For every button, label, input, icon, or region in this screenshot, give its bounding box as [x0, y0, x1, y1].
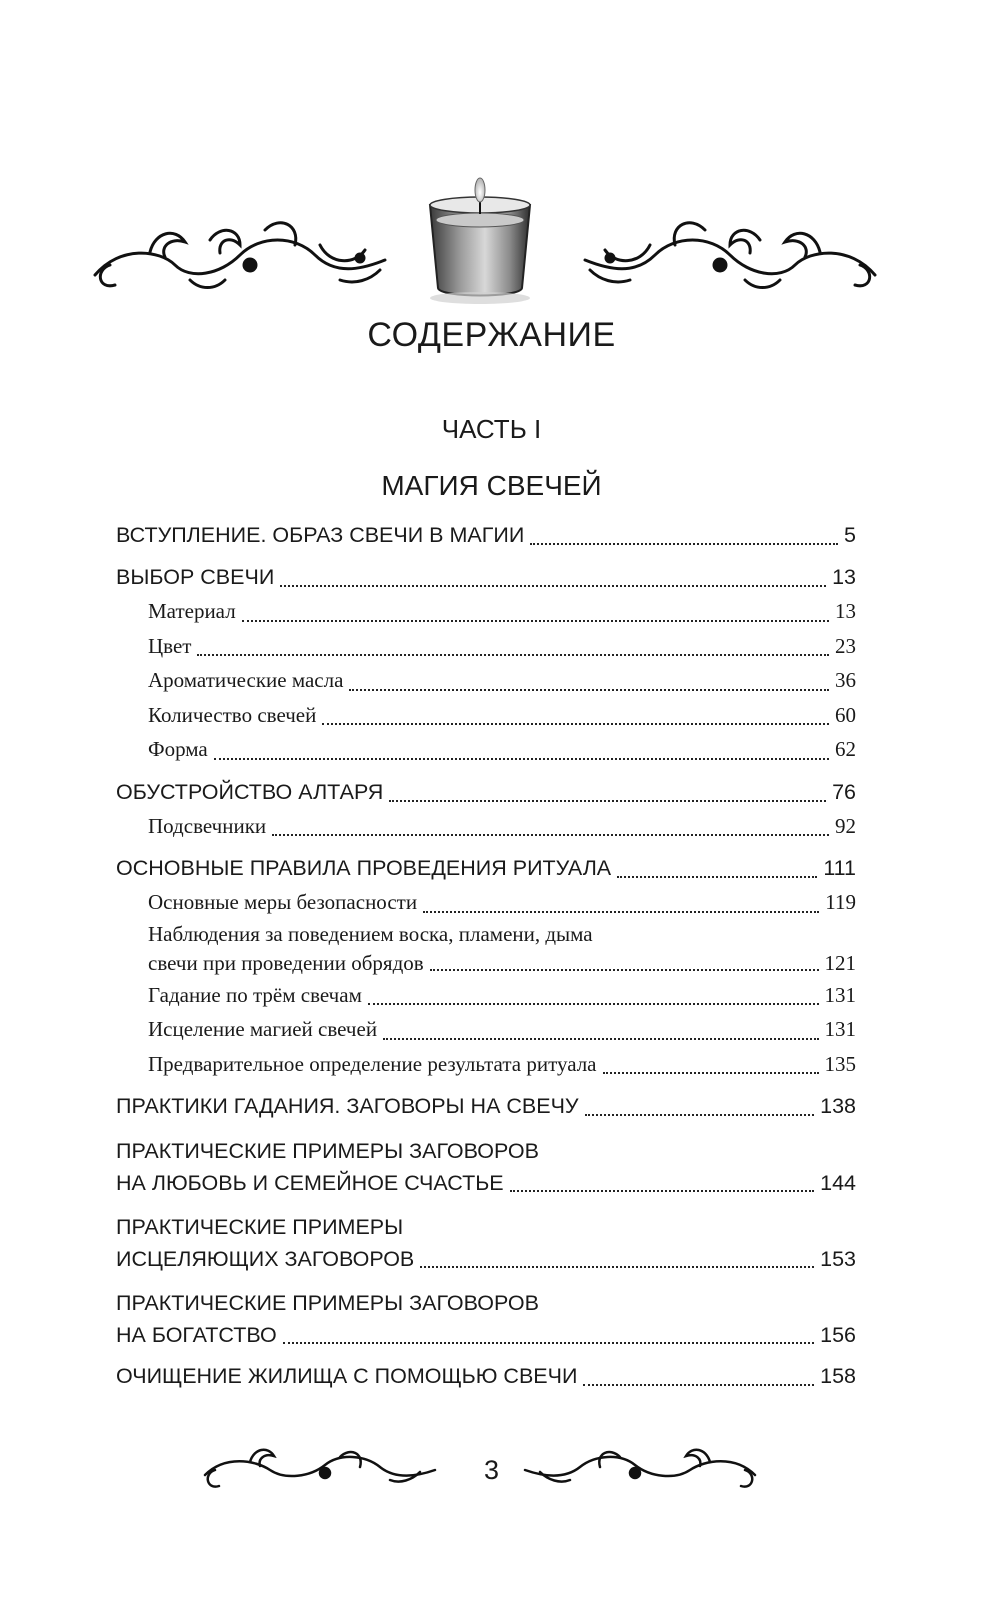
toc-entry-heal-spells[interactable] [116, 1243, 856, 1275]
toc-entry-holders[interactable] [116, 809, 856, 844]
toc-page: 119 [825, 890, 856, 914]
dot-leader [283, 1341, 814, 1344]
toc-entry-count[interactable] [116, 698, 856, 733]
toc-entry-observe-line1[interactable]: Наблюдения за поведением воска, пламени, дыма [148, 921, 593, 946]
dot-leader [420, 1265, 814, 1268]
toc-page: 111 [823, 856, 856, 880]
right-flourish-icon [585, 223, 875, 288]
top-ornament [90, 170, 880, 320]
toc-title: Ароматические масла [148, 668, 344, 692]
dot-leader [423, 910, 819, 913]
toc-page: 36 [835, 668, 856, 692]
toc-page: 144 [820, 1171, 856, 1195]
toc-page: 76 [832, 779, 856, 804]
dot-leader [617, 875, 817, 878]
toc-title: ПРАКТИКИ ГАДАНИЯ. ЗАГОВОРЫ НА СВЕЧУ [116, 1094, 579, 1118]
toc-page: 62 [835, 737, 856, 761]
toc-page: 5 [844, 523, 856, 547]
toc-entry-material[interactable] [116, 594, 856, 629]
toc-page: 13 [832, 565, 856, 589]
toc-page: 138 [820, 1094, 856, 1118]
toc-title: ОСНОВНЫЕ ПРАВИЛА ПРОВЕДЕНИЯ РИТУАЛА [116, 856, 612, 880]
toc-entry-oils[interactable] [116, 663, 856, 698]
toc-entry-wealth-line1[interactable]: ПРАКТИЧЕСКИЕ ПРИМЕРЫ ЗАГОВОРОВ [116, 1291, 539, 1315]
toc-title: Материал [148, 599, 236, 623]
toc-entry-choice[interactable] [116, 560, 856, 594]
toc-page: 131 [824, 982, 856, 1007]
dot-leader [272, 833, 829, 836]
toc-title: Предварительное определение результата ритуала [148, 1051, 597, 1076]
toc-entry-intro[interactable] [116, 518, 856, 552]
dot-leader [530, 542, 838, 545]
part-title: МАГИЯ СВЕЧЕЙ [381, 470, 602, 501]
toc-entry-color[interactable] [116, 629, 856, 664]
toc-entry-healing[interactable] [116, 1012, 856, 1047]
toc-title: ВСТУПЛЕНИЕ. ОБРАЗ СВЕЧИ В МАГИИ [116, 523, 525, 547]
toc-title: Основные меры безопасности [148, 890, 418, 914]
toc-page: 156 [820, 1323, 856, 1347]
toc-entry-safety[interactable] [116, 885, 856, 920]
dot-leader [583, 1383, 814, 1386]
left-flourish-icon [95, 223, 385, 288]
toc-title: ВЫБОР СВЕЧИ [116, 565, 275, 589]
dot-leader [383, 1037, 818, 1040]
candle-glass-icon [430, 178, 530, 304]
toc-title: Цвет [148, 633, 192, 658]
dot-leader [430, 968, 819, 971]
toc-title: НА БОГАТСТВО [116, 1323, 277, 1347]
dot-leader [197, 653, 829, 656]
toc-page: 131 [824, 1017, 856, 1041]
toc-title: НА ЛЮБОВЬ И СЕМЕЙНОЕ СЧАСТЬЕ [116, 1171, 504, 1195]
toc-page: 60 [835, 702, 856, 727]
toc-entry-heal-spells-line1[interactable]: ПРАКТИЧЕСКИЕ ПРИМЕРЫ [116, 1215, 404, 1239]
toc-title: Количество свечей [148, 702, 317, 727]
toc-entry-form[interactable] [116, 732, 856, 767]
part-label: ЧАСТЬ I [441, 414, 542, 444]
toc-entry-observe[interactable] [116, 948, 856, 978]
dot-leader [322, 722, 829, 725]
dot-leader [349, 688, 829, 691]
toc-title: ИСЦЕЛЯЮЩИХ ЗАГОВОРОВ [116, 1247, 415, 1271]
toc-page: 13 [835, 599, 856, 623]
toc-entry-prelim[interactable] [116, 1047, 856, 1082]
toc-entry-cleansing[interactable] [116, 1359, 856, 1393]
toc-entry-love[interactable] [116, 1167, 856, 1199]
toc-page: 158 [820, 1364, 856, 1388]
toc-title: ОБУСТРОЙСТВО АЛТАРЯ [116, 779, 384, 804]
toc-entry-divination[interactable] [116, 1089, 856, 1123]
dot-leader [510, 1189, 814, 1192]
dot-leader [389, 799, 826, 802]
toc-title: Гадание по трём свечам [148, 982, 362, 1007]
table-of-contents [116, 518, 856, 1393]
toc-entry-rules[interactable] [116, 851, 856, 885]
toc-title: ОЧИЩЕНИЕ ЖИЛИЩА С ПОМОЩЬЮ СВЕЧИ [116, 1364, 578, 1388]
toc-entry-altar[interactable] [116, 775, 856, 809]
toc-page: 135 [824, 1051, 856, 1076]
toc-page: 23 [835, 633, 856, 658]
toc-entry-love-line1[interactable]: ПРАКТИЧЕСКИЕ ПРИМЕРЫ ЗАГОВОРОВ [116, 1139, 539, 1163]
dot-leader [214, 757, 829, 760]
toc-title: Подсвечники [148, 813, 267, 838]
dot-leader [242, 619, 829, 622]
toc-title: Форма [148, 737, 208, 761]
dot-leader [603, 1071, 819, 1074]
dot-leader [280, 584, 826, 587]
toc-entry-wealth[interactable] [116, 1319, 856, 1351]
toc-page: 153 [820, 1247, 856, 1271]
toc-title: Исцеление магией свечей [148, 1017, 378, 1041]
toc-title: свечи при проведении обрядов [148, 950, 424, 975]
toc-page: 92 [835, 813, 856, 838]
page-title: СОДЕРЖАНИЕ [367, 316, 616, 354]
toc-page: 121 [824, 950, 856, 975]
toc-entry-three-candles[interactable] [116, 978, 856, 1013]
dot-leader [585, 1113, 815, 1116]
dot-leader [368, 1002, 819, 1005]
page-number: 3 [483, 1455, 500, 1485]
